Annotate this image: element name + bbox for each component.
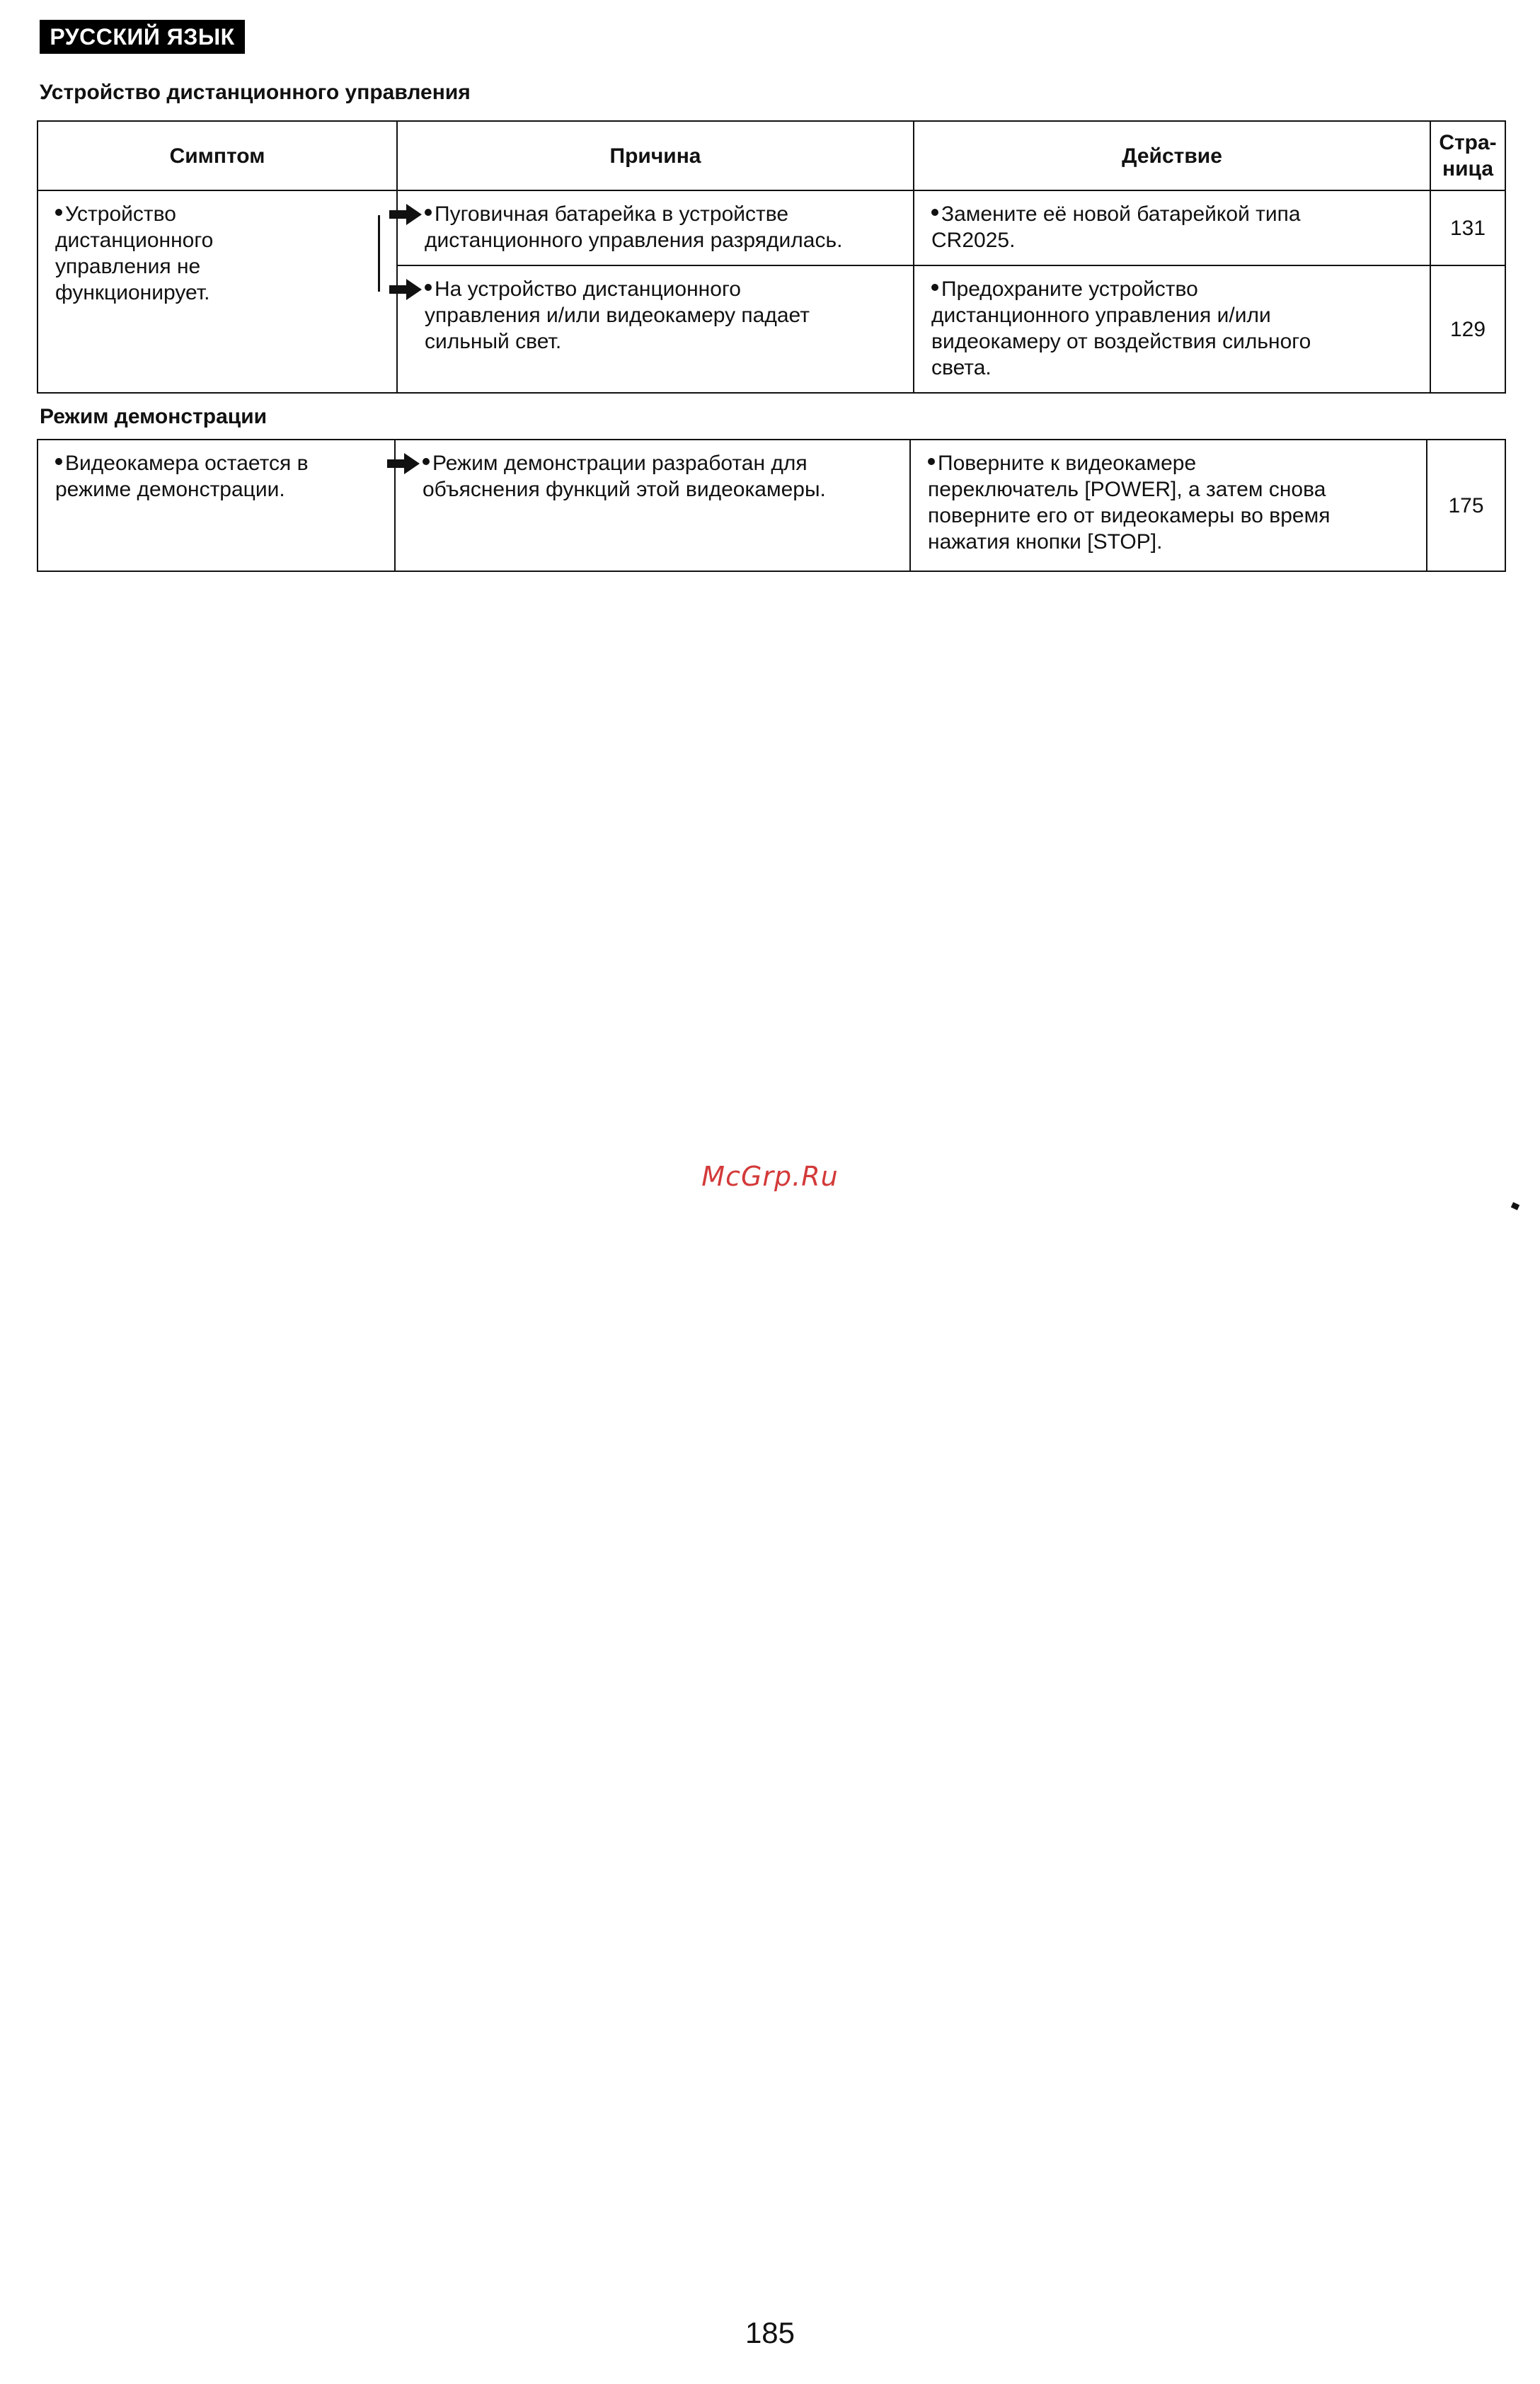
symptom-demo: Видеокамера остается в режиме демонстрации. <box>38 440 395 571</box>
page-ref: 175 <box>1427 440 1505 571</box>
section-title-demo: Режим демонстрации <box>40 405 268 428</box>
arrow-bracket <box>378 215 387 292</box>
language-badge: РУССКИЙ ЯЗЫК <box>40 20 245 54</box>
symptom-remote: Устройство дистанционного управления не функционирует. <box>38 190 397 393</box>
page-number: 185 <box>745 2316 795 2349</box>
bullet-icon <box>931 209 938 216</box>
action-strong-light: Предохраните устройство дистанционного управления и/или видеокамеру от воздействия сильного света. <box>914 265 1430 393</box>
bullet-icon <box>425 209 432 216</box>
header-cause: Причина <box>397 121 914 190</box>
action-demo: Поверните к видеокамере переключатель [POWER], а затем снова поверните его от видеокамеры во время нажатия кнопки [STOP]. <box>910 440 1427 571</box>
remote-control-table <box>37 120 1506 394</box>
bullet-icon <box>931 284 938 291</box>
page-ref: 129 <box>1430 265 1505 393</box>
watermark: McGrp.Ru <box>701 1161 839 1192</box>
header-symptom: Симптом <box>38 121 397 190</box>
demo-mode-table <box>37 439 1506 572</box>
action-battery: Замените её новой батарейкой типа CR2025. <box>914 190 1430 265</box>
bullet-icon <box>55 209 62 216</box>
header-action: Действие <box>914 121 1430 190</box>
cause-demo: Режим демонстрации разработан для объяснения функций этой видеокамеры. <box>395 440 910 571</box>
scan-mark <box>1511 1202 1519 1210</box>
arrow-right-icon <box>389 204 422 225</box>
bullet-icon <box>425 284 432 291</box>
arrow-right-icon <box>387 453 420 474</box>
page-ref: 131 <box>1430 190 1505 265</box>
cause-battery: Пуговичная батарейка в устройстве дистанционного управления разрядилась. <box>397 190 914 265</box>
bullet-icon <box>423 458 430 465</box>
bullet-icon <box>55 458 62 465</box>
arrow-right-icon <box>389 279 422 300</box>
header-page: Стра- ница <box>1430 121 1505 190</box>
section-title-remote: Устройство дистанционного управления <box>40 81 471 104</box>
cause-strong-light: На устройство дистанционного управления и/или видеокамеру падает сильный свет. <box>397 265 914 393</box>
bullet-icon <box>928 458 935 465</box>
